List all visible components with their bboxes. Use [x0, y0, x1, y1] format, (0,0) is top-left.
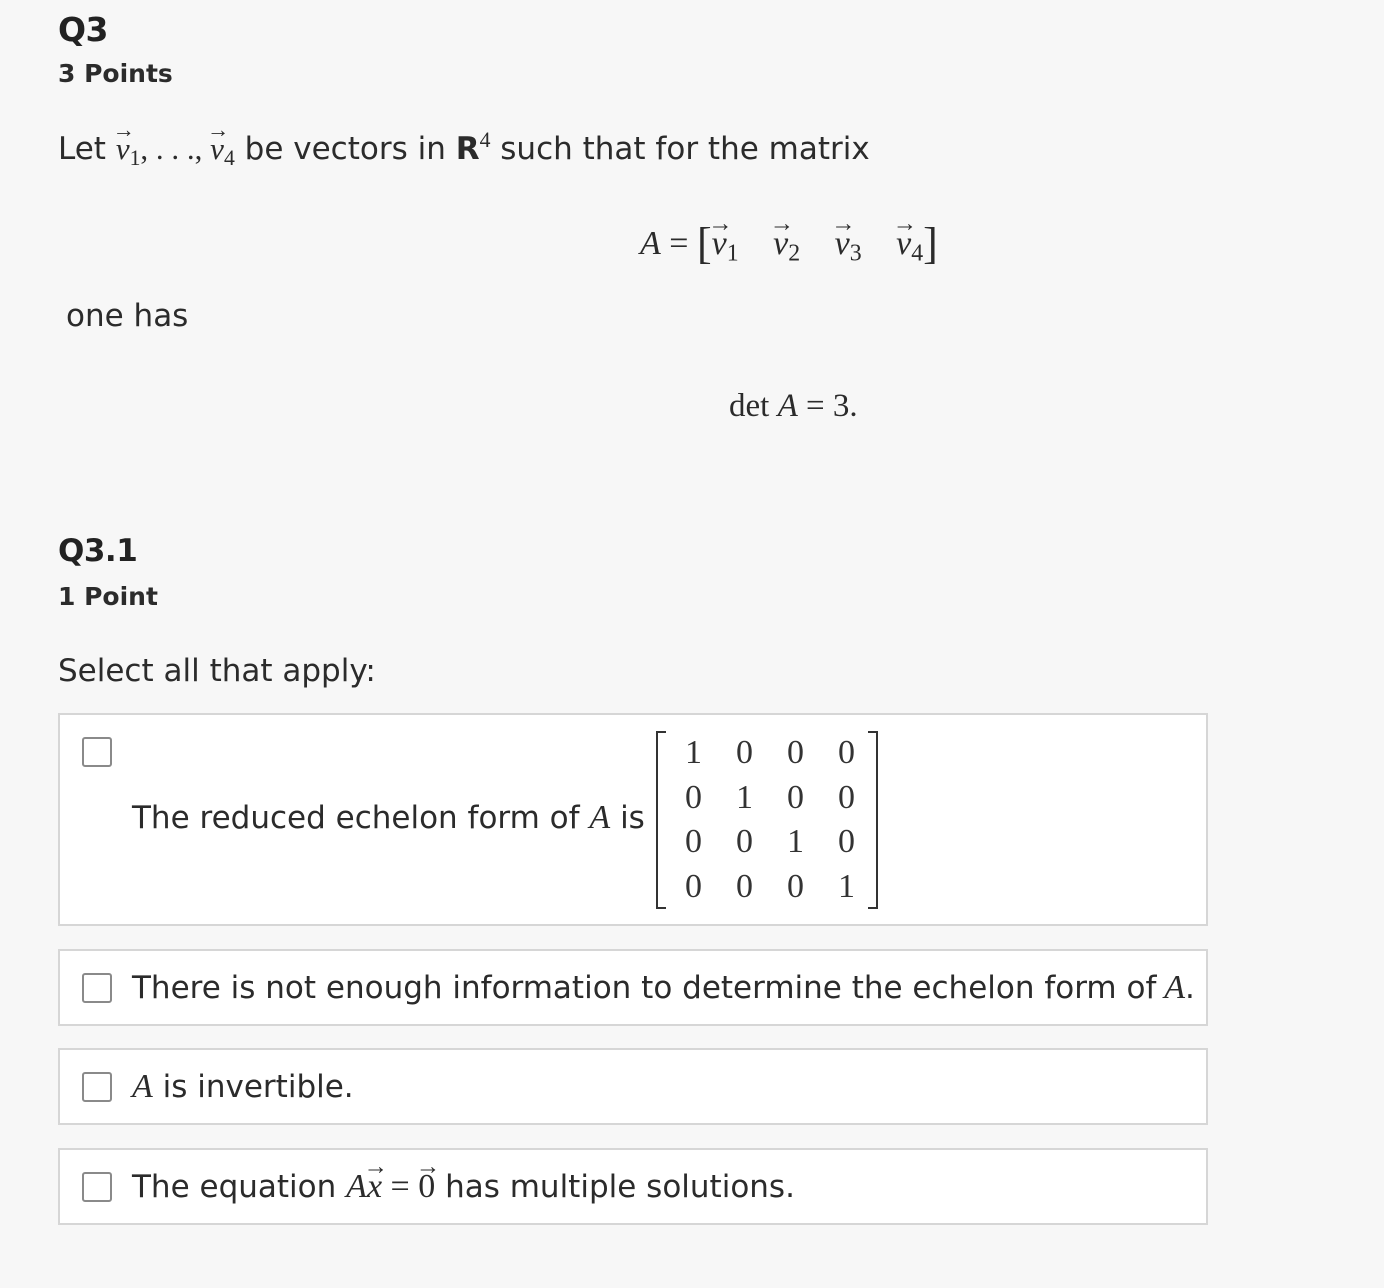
matrix-cell: 0: [736, 823, 753, 861]
sub-1: 1: [129, 145, 141, 170]
matrix-cell: 1: [736, 778, 753, 816]
A-symbol: A: [132, 1068, 153, 1105]
sub-4: 4: [911, 240, 924, 267]
option-1-checkbox[interactable]: [82, 737, 112, 767]
equation: [346, 1168, 435, 1205]
matrix-cell: 0: [685, 823, 702, 861]
determinant-equation: [729, 388, 858, 425]
real-space: [455, 128, 491, 167]
subquestion-points: 1 Point: [58, 582, 158, 611]
equals-sign: =: [390, 1168, 410, 1205]
sub-1: 1: [726, 240, 739, 267]
det-value: 3.: [832, 388, 858, 424]
v-vector: → v: [896, 225, 911, 263]
A-symbol: A: [1164, 969, 1186, 1006]
question-points: 3 Points: [58, 59, 173, 88]
matrix-cell: 1: [787, 823, 804, 861]
option-3[interactable]: [58, 1048, 1208, 1125]
intro-rest: such that for the matrix: [500, 130, 870, 167]
equals-sign: =: [669, 225, 689, 262]
matrix-cell: 1: [838, 867, 855, 905]
question-intro: [58, 128, 870, 171]
matrix-cell: 0: [838, 823, 855, 861]
A-symbol: A: [346, 1168, 367, 1205]
subquestion-title: Q3.1: [58, 533, 138, 569]
comma: ,: [140, 130, 149, 166]
option-1-text: [132, 799, 645, 837]
option-3-checkbox[interactable]: [82, 1072, 112, 1102]
subquestion-instruction: Select all that apply:: [58, 653, 376, 689]
option-text: is: [620, 800, 645, 836]
v-vector: → v: [116, 131, 130, 167]
matrix-cell: 0: [838, 778, 855, 816]
option-2-text: [132, 969, 1195, 1007]
zero-vector: → 0: [418, 1168, 435, 1206]
comma: ,: [194, 130, 203, 166]
option-text: has multiple solutions.: [445, 1169, 795, 1205]
v-vector: → v: [210, 131, 224, 167]
intro-let: Let: [58, 130, 106, 167]
option-2-checkbox[interactable]: [82, 973, 112, 1003]
option-3-text: [132, 1068, 354, 1106]
matrix-cell: 0: [787, 734, 804, 772]
matrix-grid: [668, 731, 872, 909]
sub-2: 2: [788, 240, 801, 267]
intro-vector-list: [115, 130, 235, 170]
one-has-text: one has: [66, 298, 189, 334]
x-vector: → x: [367, 1168, 382, 1206]
intro-be-vectors: be vectors in: [244, 130, 446, 167]
matrix-cell: 0: [736, 734, 753, 772]
matrix-cell: 0: [685, 867, 702, 905]
A-symbol: A: [589, 799, 611, 836]
sub-3: 3: [849, 240, 862, 267]
left-bracket: [: [696, 219, 712, 268]
question-title: Q3: [58, 10, 109, 49]
sub-4: 4: [223, 145, 235, 170]
matrix-definition: [640, 218, 938, 269]
option-4-text: [132, 1168, 795, 1206]
exponent-4: 4: [479, 128, 491, 152]
v-vector: → v: [773, 225, 788, 263]
right-bracket: ]: [923, 219, 938, 268]
option-text: The reduced echelon form of: [132, 800, 580, 836]
option-text: There is not enough information to determine the echelon form of: [132, 970, 1157, 1006]
option-2[interactable]: [58, 949, 1208, 1026]
matrix-cell: 0: [787, 867, 804, 905]
matrix-left-bracket: [656, 731, 666, 909]
matrix-cell: 0: [685, 778, 702, 816]
matrix-cell: 0: [838, 734, 855, 772]
option-text: is invertible.: [162, 1069, 354, 1105]
matrix-cell: 0: [787, 778, 804, 816]
option-4[interactable]: [58, 1148, 1208, 1225]
A-symbol: A: [777, 388, 798, 424]
option-1[interactable]: [58, 713, 1208, 926]
option-text: The equation: [132, 1169, 337, 1205]
R-symbol: R: [455, 130, 480, 167]
v-vector: → v: [835, 225, 850, 263]
ellipsis: . . .: [155, 130, 195, 166]
A-symbol: A: [640, 225, 661, 262]
identity-matrix: [656, 731, 878, 909]
det-operator: det: [729, 388, 770, 424]
equals-sign: =: [806, 388, 825, 424]
matrix-cell: 1: [685, 734, 702, 772]
option-text: .: [1185, 970, 1195, 1006]
v-vector: → v: [712, 225, 727, 263]
option-4-checkbox[interactable]: [82, 1172, 112, 1202]
matrix-cell: 0: [736, 867, 753, 905]
